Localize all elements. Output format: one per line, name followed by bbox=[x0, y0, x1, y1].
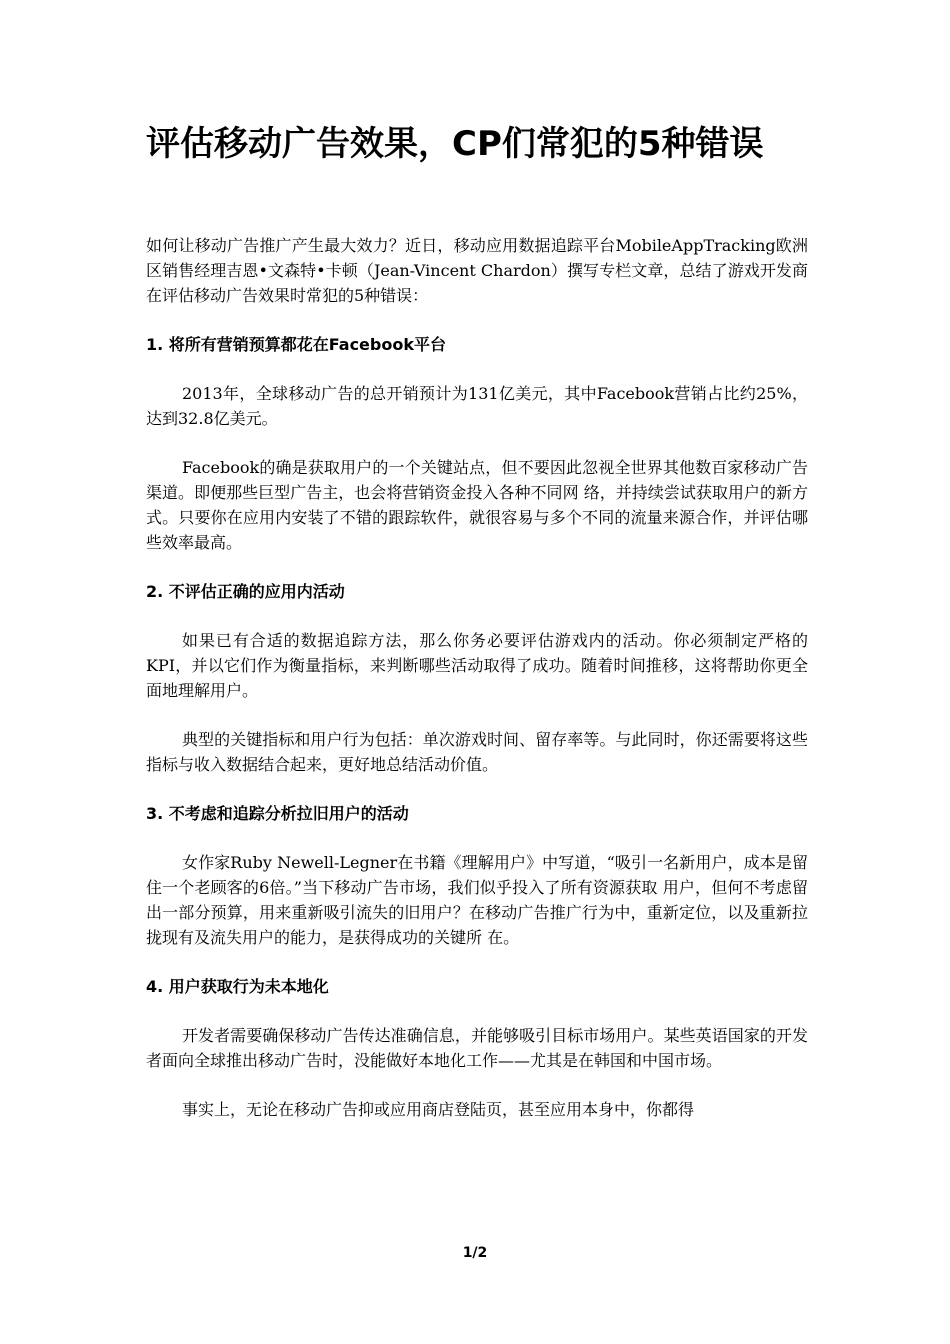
page-title: 评估移动广告效果，CP们常犯的5种错误 bbox=[146, 124, 764, 164]
section-heading-4: 4. 用户获取行为未本地化 bbox=[146, 977, 329, 996]
intro-paragraph: 如何让移动广告推广产生最大效力？近日，移动应用数据追踪平台MobileAppTracking欧洲区销售经理吉恩•文森特•卡顿（Jean-Vincent Chardon）撰写专栏文章，总结了游戏开发商在评估移动广告效果时常犯的5种错误： bbox=[146, 236, 808, 305]
section-2-paragraph-1: 如果已有合适的数据追踪方法，那么你务必要评估游戏内的活动。你必须制定严格的KPI，并以它们作为衡量指标，来判断哪些活动取得了成功。随着时间推移，这将帮助你更全面地理解用户。 bbox=[146, 631, 808, 700]
section-heading-3: 3. 不考虑和追踪分析拉旧用户的活动 bbox=[146, 804, 409, 823]
section-3-paragraph-1: 女作家Ruby Newell-Legner在书籍《理解用户》中写道，“吸引一名新用户，成本是留住一个老顾客的6倍。”当下移动广告市场，我们似乎投入了所有资源获取 用户，但何不考虑留出一部分预算，用来重新吸引流失的旧用户？在移动广告推广行为中，重新定位，以及重新拉拢现有及流失用户的能力，是获得成功的关键所 在。 bbox=[146, 853, 808, 947]
section-2-paragraph-2: 典型的关键指标和用户行为包括：单次游戏时间、留存率等。与此同时，你还需要将这些指标与收入数据结合起来，更好地总结活动价值。 bbox=[146, 730, 808, 774]
section-4-paragraph-1: 开发者需要确保移动广告传达准确信息，并能够吸引目标市场用户。某些英语国家的开发者面向全球推出移动广告时，没能做好本地化工作——尤其是在韩国和中国市场。 bbox=[146, 1026, 808, 1070]
section-heading-1: 1. 将所有营销预算都花在Facebook平台 bbox=[146, 335, 446, 354]
page-number: 1/2 bbox=[462, 1245, 488, 1261]
section-4-paragraph-2: 事实上，无论在移动广告抑或应用商店登陆页，甚至应用本身中，你都得 bbox=[182, 1100, 695, 1119]
section-1-paragraph-2: Facebook的确是获取用户的一个关键站点，但不要因此忽视全世界其他数百家移动广告渠道。即便那些巨型广告主，也会将营销资金投入各种不同网 络，并持续尝试获取用户的新方式。只要你在应用内安装了不错的跟踪软件，就很容易与多个不同的流量来源合作，并评估哪些效率最高。 bbox=[146, 458, 808, 552]
article-body bbox=[146, 233, 808, 1146]
section-heading-2: 2. 不评估正确的应用内活动 bbox=[146, 582, 345, 601]
section-1-paragraph-1: 2013年，全球移动广告的总开销预计为131亿美元，其中Facebook营销占比约25%，达到32.8亿美元。 bbox=[146, 384, 808, 428]
